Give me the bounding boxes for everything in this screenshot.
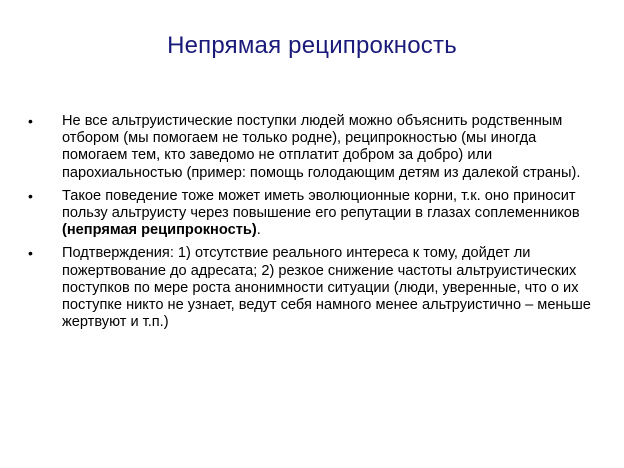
bullet-text: Не все альтруистические поступки людей можно объяснить родственным отбором (мы помогаем не только родне), реципрокностью (мы иногда помогаем тем, кто заведомо не отплатит добром за добро) или парохиальностью (пример: помощь голодающим детям из далекой страны).: [62, 113, 581, 181]
bullet-icon: •: [28, 113, 33, 129]
bullet-text-end: .: [256, 222, 261, 239]
bullet-text: Такое поведение тоже может иметь эволюционные корни, т.к. оно приносит пользу альтруисту через повышение его репутации в глазах соплеменников: [62, 187, 580, 222]
bullet-item-reputation: [26, 188, 596, 240]
bullet-bold-term: (непрямая реципрокность): [62, 222, 257, 239]
bullet-item-evidence: [26, 245, 596, 331]
bullet-text: Подтверждения: 1) отсутствие реального интереса к тому, дойдет ли пожертвование до адресата; 2) резкое снижение частоты альтруистических поступков по мере роста анонимности ситуации (люди, уверенные, что о их поступке никто не узнает, ведут себя намного менее альтруистично – меньше жертвуют и т.п.): [62, 245, 591, 331]
bullet-list: [26, 113, 596, 337]
bullet-item-kin-selection: [26, 113, 596, 182]
bullet-icon: •: [28, 187, 33, 204]
slide-title: Непрямая реципрокность: [167, 32, 457, 59]
bullet-icon: •: [28, 245, 33, 262]
